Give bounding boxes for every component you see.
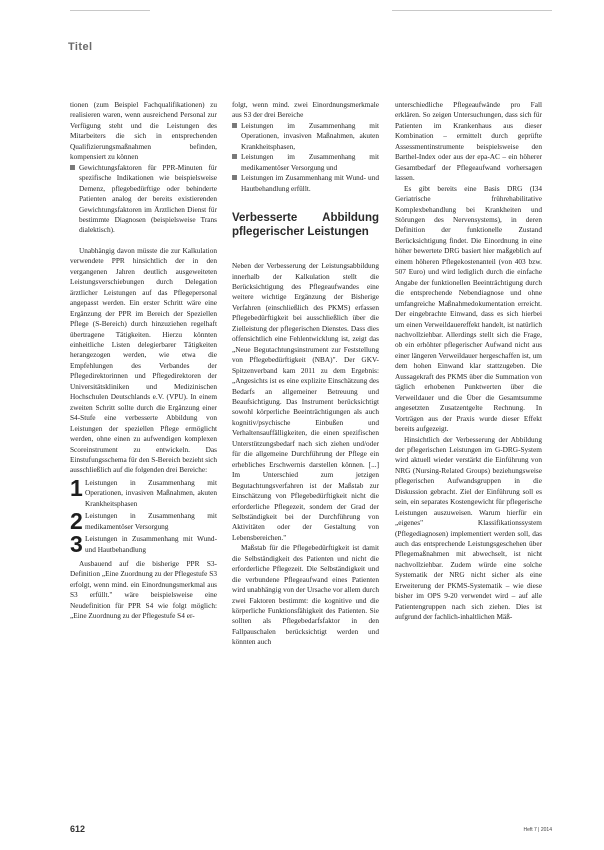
text-column-2: [232, 100, 379, 648]
bullet-item: [232, 152, 379, 173]
square-bullet-icon: [232, 175, 237, 180]
bullet-item: [232, 173, 379, 194]
paragraph: Maßstab für die Pflegebedürftigkeit ist damit die Selbständigkeit des Patienten und nicht die erforderliche Pflegezeit. Die Selbständigkeit und die verbundene Pflegeaufwand eines Patienten wird unabhängig von der Ursache vor allem durch zwei Faktoren bestimmt: die kognitive und die körperliche Funktionsfähigkeit des Patienten. Sie sollten als Pflegebedarfsfaktor in den Fallpauschalen berücksichtigt werden und könnten auch: [232, 543, 379, 647]
item-text: Leistungen in Zusammenhang mit Operationen, invasiven Maßnahmen, akuten Krankheitsphasen: [85, 477, 217, 508]
square-bullet-icon: [232, 123, 237, 128]
paragraph: tionen (zum Beispiel Fachqualifikationen) zu realisieren waren, wenn ausreichend Personal zur Verfügung steht und die Leistungen des Mitarbeiters die sich in entsprechenden Qualifizierungsmaßnahmen befinden, kompensiert zu können: [70, 100, 217, 162]
text-column-3: [395, 100, 542, 623]
bullet-list: [232, 121, 379, 194]
paragraph: Es gibt bereits eine Basis DRG (I34 Geriatrische frührehabilitative Komplexbehandlung bei Krankheiten und Störungen des Nervensystems), in deren Definition der funktionelle Zustand Berücksichtigung findet. Die Einordnung in eine höher bewertete DRG basiert hier maßgeblich auf einem höheren Pflegekostenanteil (von 403 bzw. 507 Euro) und wird lediglich durch die einfache Angabe der funktionellen Beeinträchtigung durch die entsprechende Nebendiagnose und ohne umfangreiche Maßnahmedokumentation erreicht. Der eingebrachte Einwand, dass es sich hierbei um einen Verweildauereffekt handelt, ist natürlich nachvollziehbar. Allerdings stellt sich die Frage, ob ein erhöhter pflegerischer Aufwand nicht aus einer längeren Verweildauer hergeschaffen ist, um dem hohen Einwand klar stattzugeben. Die Aussagekraft des PKMS über die Summation von täglich erhobenen Punktwerten über die Verweildauer und die Über die Gesamtsumme angesetzten Zusatzentgelte Rechnung. In Vorträgen aus der Praxis wurde dieser Effekt bereits aufgezeigt.: [395, 183, 542, 434]
paragraph: Unabhängig davon müsste die zur Kalkulation verwendete PPR hinsichtlich der in den vergangenen Jahren deutlich ausgeweiteten Leistungsverschiebungen durch Delegation ärztlicher Leistungen auf das Pflegepersonal angepasst werden. Ein erster Schritt wäre eine Ergänzung der PPR im Bereich der Speziellen Pflege (S-Bereich) durch hinzuziehen regelhaft übertragene Tätigkeiten. Hierzu könnten einheitliche Listen delegierbarer Tätigkeiten herangezogen werden, wie etwa die Empfehlungen des Verbandes der Pflegedirektorinnen und Pflegedirektoren der Universitätskliniken und Medizinischen Hochschulen Deutschlands e.V. (VPU). In einem zweiten Schritt sollte durch die Ergänzung einer S4-Stufe eine verbesserte Abbildung von Leistungen der speziellen Pflege ermöglicht werden, ohne einen zu aufwendigen komplexen Scoreinstrument zu entwickeln. Das Einstufungsschema für den S-Bereich bezieht sich ausschließlich auf die folgenden drei Bereiche:: [70, 245, 217, 475]
item-number: 3: [70, 531, 83, 558]
square-bullet-icon: [70, 165, 75, 170]
paragraph: Hinsichtlich der Verbesserung der Abbildung der pflegerischen Leistungen im G-DRG-System wird aktuell wieder verstärkt die Einführung von NRG (Nursing-Related Groups) beziehungsweise pflegerischen Aufwandsgruppen in die Diskussion gebracht. Ziel der Einführung soll es sein, ein separates Kostengewicht für pflegerische Leistungen auszuweisen. Warum hierfür ein „eigenes" Klassifikationssystem (Pflegediagnosen) implementiert werden soll, das auch das entsprechende Leistungsgeschehen über Pflegemaßnahmen mit abwechselt, ist nicht nachvollziehbar. Zudem würde eine solche Systematik der NRG nicht sicher als eine Erweiterung der PKMS-Systematik – wie diese bisher im OPS 9-20 verwendet wird – auf alle Patientengruppen nach sich ziehen. Dies ist aufgrund der fachlich-inhaltlichen Mäß-: [395, 434, 542, 622]
paragraph: folgt, wenn mind. zwei Einordnungsmerkmale aus S3 der drei Bereiche: [232, 100, 379, 120]
bullet-text: Leistungen im Zusammenhang mit medikamentöser Versorgung und: [241, 152, 379, 172]
section-heading: Verbesserte Abbildung pflegerischer Leistungen: [232, 212, 379, 238]
paragraph: Neben der Verbesserung der Leistungsabbildung innerhalb der Kalkulation stellt die Berücksichtigung des Pflegeaufwandes eine weitere wichtige Ergänzung der Bisherige Verfahren (einschließlich des PKMS) erfassen Pflegebedürftigkeit bei ausschließlich über die Zielleistung der pflegerischen Dienstes. Dass dies offensichtlich eine Fehlentwicklung ist, zeigt das „Neue Begutachtungsinstrument zur Feststellung von Pflegebedürftigkeit (NBA)". Der GKV-Spitzenverband kam 2011 zu dem Ergebnis: „Angesichts ist es eine explizite Einschätzung des Bedarfs an allgemeiner Betreuung und Beaufsichtigung. Das Instrument berücksichtigt sowohl körperliche Beeinträchtigungen als auch kognitiv/psychische Einbußen und Verhaltensauffälligkeiten, die einen spezifischen Unterstützungsbedarf nach sich ziehen und/oder für die allgemeine Durchführung der Pflege ein erhebliches Erschwernis darstellen können. [...] Im Unterschied zum jetzigen Begutachtungsverfahren ist der Maßstab zur Einschätzung von Pflegebedürftigkeit nicht die erforderliche Pflegezeit, sondern der Grad der Selbständigkeit bei der Durchführung von Aktivitäten oder der Gestaltung von Lebensbereichen.": [232, 261, 379, 542]
page-number: 612: [70, 824, 86, 834]
text-column-1: [70, 100, 217, 622]
item-number: 2: [70, 508, 83, 535]
paragraph: unterschiedliche Pflegeaufwände pro Fall erklären. So zeigen Untersuchungen, dass sich für Patienten im Krankenhaus aus dieser Kombination – ermittelt durch geprüfte Assessmentinstrumente beispielsweise den Barthel-Index oder aus der epa-AC – ein höherer Gesamtbedarf der Pflegeaufwand vorhersagen lassen.: [395, 100, 542, 183]
numbered-list: [70, 474, 217, 558]
bullet-item: [232, 121, 379, 152]
top-rule-left: [70, 10, 150, 11]
bullet-text: Leistungen im Zusammenhang mit Operationen, invasiven Maßnahmen, akuten Krankheitsphasen,: [241, 120, 379, 151]
item-text: Leistungen in Zusammenhang mit medikamentöser Versorgung: [85, 511, 217, 531]
item-number: 1: [70, 474, 83, 501]
numbered-item: [70, 508, 217, 535]
page-header-title: Titel: [68, 41, 93, 53]
numbered-item: [70, 531, 217, 558]
square-bullet-icon: [232, 154, 237, 159]
item-text: Leistungen in Zusammenhang mit Wund- und Hautbehandlung: [85, 534, 217, 554]
paragraph: Ausbauend auf die bisherige PPR S3-Definition „Eine Zuordnung zu der Pflegestufe S3 erfolgt, wenn mind. ein Einordnungsmerkmal aus S3 erfüllt." wäre beispielsweise eine Neudefinition für PPR S4 wie folgt möglich: „Eine Zuordnung zu der Pflegestufe S4 er-: [70, 559, 217, 621]
bullet-list: [70, 163, 217, 236]
bullet-item: [70, 163, 217, 236]
numbered-item: [70, 474, 217, 509]
journal-issue-ref: Heft 7 | 2014: [523, 827, 552, 833]
top-rule-right: [392, 10, 552, 11]
bullet-text: Gewichtungsfaktoren für PPR-Minuten für spezifische Indikationen wie beispielsweise Demenz, pflegebedürftige oder behinderte Patienten analog der bereits existierenden Gewichtungsfaktoren im Ärztlichen Dienst für bestimmte Diagnosen (beispielsweise Trans dialektisch).: [79, 162, 217, 235]
bullet-text: Leistungen im Zusammenhang mit Wund- und Hautbehandlung erfüllt.: [241, 173, 379, 193]
